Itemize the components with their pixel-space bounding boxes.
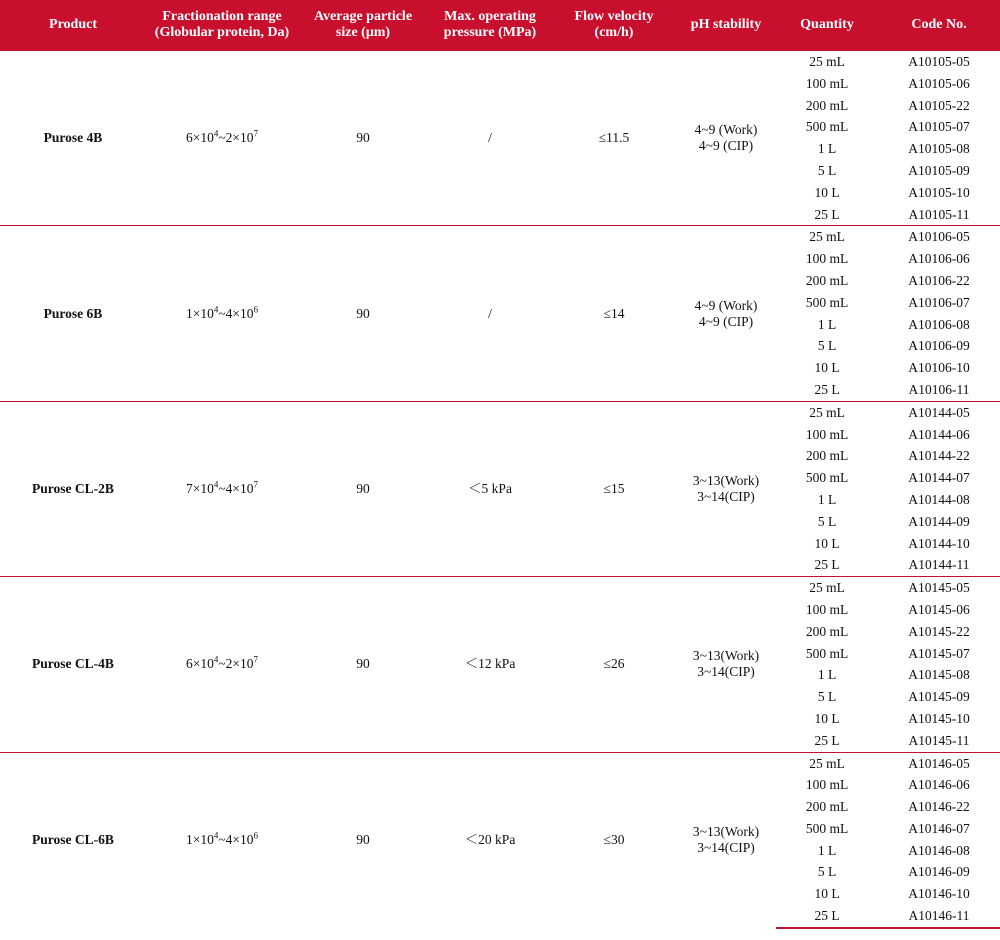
fraction-base-a: 1×10	[185, 832, 214, 848]
code-cell: A10106-05	[878, 226, 1000, 248]
code-cell: A10105-07	[908, 119, 970, 135]
quantity-cell: 10 L	[814, 535, 840, 551]
product-name: Purose 6B	[0, 226, 146, 401]
code-cell: A10106-07	[908, 294, 970, 310]
quantity-cell: 1 L	[817, 141, 837, 157]
ph-work: 4~9 (Work)	[694, 122, 758, 138]
particle-size: 90	[298, 401, 428, 576]
header-fractionation-line2: (Globular protein, Da)	[154, 25, 290, 40]
fraction-base-b: ~2×10	[218, 130, 254, 146]
max-pressure: ＜20 kPa	[428, 752, 552, 928]
code-cell: A10144-05	[878, 401, 1000, 423]
header-flow-line2: (cm/h)	[594, 25, 634, 40]
quantity-cell: 5 L	[817, 338, 837, 354]
ph-work: 3~13(Work)	[692, 648, 760, 664]
fraction-base-b: ~2×10	[218, 656, 254, 672]
header-row	[0, 0, 1000, 51]
particle-size: 90	[298, 752, 428, 928]
ph-work: 3~13(Work)	[692, 824, 760, 840]
code-cell: A10105-09	[908, 162, 970, 178]
flow-velocity: ≤11.5	[552, 51, 676, 226]
code-cell: A10145-06	[908, 601, 970, 617]
fraction-exp-a: 4	[213, 654, 219, 665]
particle-size: 90	[298, 226, 428, 401]
product-name: Purose CL-6B	[0, 752, 146, 928]
code-cell: A10145-09	[908, 689, 970, 705]
code-cell: A10146-09	[908, 864, 970, 880]
quantity-cell: 10 L	[814, 360, 840, 376]
ph-work: 4~9 (Work)	[694, 297, 758, 313]
code-cell: A10105-08	[908, 141, 970, 157]
code-cell: A10146-05	[878, 752, 1000, 774]
code-cell: A10106-06	[908, 251, 970, 267]
quantity-cell: 25 L	[776, 905, 878, 928]
fraction-base-a: 6×10	[185, 130, 214, 146]
ph-stability	[676, 752, 776, 928]
product-name: Purose 4B	[0, 51, 146, 226]
quantity-cell: 10 L	[814, 710, 840, 726]
fraction-exp-b: 6	[253, 830, 259, 841]
fraction-exp-a: 4	[213, 830, 219, 841]
header-particle-line1: Average particle	[313, 9, 413, 24]
code-cell: A10144-10	[908, 535, 970, 551]
quantity-cell: 25 L	[814, 381, 840, 397]
header-fractionation-range	[146, 0, 298, 51]
code-cell: A10146-06	[908, 777, 970, 793]
code-cell: A10106-11	[908, 381, 970, 397]
quantity-cell: 100 mL	[805, 251, 849, 267]
header-flow-velocity	[552, 0, 676, 51]
fractionation-range	[146, 752, 298, 928]
quantity-cell: 1 L	[817, 667, 837, 683]
max-pressure: /	[428, 51, 552, 226]
fraction-base-b: ~4×10	[218, 832, 254, 848]
quantity-cell: 200 mL	[805, 448, 849, 464]
code-cell: A10106-09	[908, 338, 970, 354]
flow-velocity: ≤26	[552, 577, 676, 752]
ph-work: 3~13(Work)	[692, 472, 760, 488]
header-ph-stability: pH stability	[676, 0, 776, 51]
code-cell: A10106-10	[908, 360, 970, 376]
flow-velocity: ≤15	[552, 401, 676, 576]
fractionation-range	[146, 577, 298, 752]
quantity-cell: 100 mL	[805, 777, 849, 793]
fraction-exp-a: 4	[213, 479, 219, 490]
code-cell: A10145-08	[908, 667, 970, 683]
fractionation-range	[146, 401, 298, 576]
quantity-cell: 100 mL	[805, 75, 849, 91]
product-name: Purose CL-4B	[0, 577, 146, 752]
quantity-cell: 500 mL	[805, 820, 849, 836]
quantity-cell: 10 L	[814, 184, 840, 200]
fraction-base-b: ~4×10	[218, 305, 254, 321]
quantity-cell: 25 mL	[776, 51, 878, 73]
code-cell: A10106-22	[908, 272, 970, 288]
code-cell: A10144-07	[908, 470, 970, 486]
quantity-cell: 100 mL	[805, 426, 849, 442]
code-cell: A10146-08	[908, 842, 970, 858]
ph-cip: 3~14(CIP)	[697, 488, 755, 504]
fraction-base-a: 6×10	[185, 656, 214, 672]
ph-stability	[676, 51, 776, 226]
header-code-no: Code No.	[878, 0, 1000, 51]
quantity-cell: 25 mL	[776, 577, 878, 599]
max-pressure: ＜12 kPa	[428, 577, 552, 752]
quantity-cell: 25 mL	[776, 752, 878, 774]
ph-stability	[676, 226, 776, 401]
code-cell: A10145-05	[878, 577, 1000, 599]
code-cell: A10146-07	[908, 820, 970, 836]
quantity-cell: 25 L	[814, 732, 840, 748]
quantity-cell: 200 mL	[805, 799, 849, 815]
quantity-cell: 25 L	[814, 557, 840, 573]
code-cell: A10105-10	[908, 184, 970, 200]
quantity-cell: 100 mL	[805, 601, 849, 617]
fraction-base-a: 7×10	[185, 481, 214, 497]
code-cell: A10105-06	[908, 75, 970, 91]
table-row	[0, 226, 1000, 248]
code-cell: A10106-08	[908, 316, 970, 332]
quantity-cell: 500 mL	[805, 294, 849, 310]
quantity-cell: 25 mL	[776, 401, 878, 423]
fraction-exp-b: 7	[253, 479, 259, 490]
quantity-cell: 10 L	[814, 886, 840, 902]
fraction-base-b: ~4×10	[218, 481, 254, 497]
code-cell: A10145-07	[908, 645, 970, 661]
code-cell: A10145-22	[908, 623, 970, 639]
header-flow-line1: Flow velocity	[574, 9, 654, 24]
fractionation-range	[146, 226, 298, 401]
ph-cip: 3~14(CIP)	[697, 840, 755, 856]
header-pressure-line2: pressure (MPa)	[443, 25, 537, 40]
fraction-exp-b: 6	[253, 304, 259, 315]
table-row	[0, 752, 1000, 774]
fractionation-range	[146, 51, 298, 226]
header-product: Product	[0, 0, 146, 51]
quantity-cell: 500 mL	[805, 645, 849, 661]
code-cell: A10144-22	[908, 448, 970, 464]
code-cell: A10144-06	[908, 426, 970, 442]
table-row	[0, 401, 1000, 423]
quantity-cell: 5 L	[817, 513, 837, 529]
quantity-cell: 1 L	[817, 842, 837, 858]
quantity-cell: 25 L	[814, 206, 840, 222]
quantity-cell: 1 L	[817, 491, 837, 507]
table-body	[0, 51, 1000, 928]
quantity-cell: 500 mL	[805, 119, 849, 135]
quantity-cell: 200 mL	[805, 97, 849, 113]
code-cell: A10105-22	[908, 97, 970, 113]
header-particle-line2: size (μm)	[335, 25, 391, 40]
table-row	[0, 51, 1000, 73]
particle-size: 90	[298, 577, 428, 752]
quantity-cell: 1 L	[817, 316, 837, 332]
ph-stability	[676, 577, 776, 752]
quantity-cell: 200 mL	[805, 272, 849, 288]
quantity-cell: 200 mL	[805, 623, 849, 639]
ph-cip: 4~9 (CIP)	[698, 313, 754, 329]
fraction-exp-b: 7	[253, 128, 259, 139]
max-pressure: ＜5 kPa	[428, 401, 552, 576]
code-cell: A10146-22	[908, 799, 970, 815]
header-pressure-line1: Max. operating	[444, 9, 536, 24]
ph-cip: 4~9 (CIP)	[698, 138, 754, 154]
code-cell: A10144-08	[908, 491, 970, 507]
fraction-base-a: 1×10	[185, 305, 214, 321]
code-cell: A10144-11	[908, 557, 970, 573]
max-pressure: /	[428, 226, 552, 401]
flow-velocity: ≤30	[552, 752, 676, 928]
product-name: Purose CL-2B	[0, 401, 146, 576]
ph-cip: 3~14(CIP)	[697, 664, 755, 680]
quantity-cell: 25 mL	[776, 226, 878, 248]
code-cell: A10145-11	[908, 732, 970, 748]
code-cell: A10105-11	[908, 206, 970, 222]
code-cell: A10146-10	[908, 886, 970, 902]
fraction-exp-b: 7	[253, 654, 259, 665]
quantity-cell: 5 L	[817, 162, 837, 178]
code-cell: A10146-11	[878, 905, 1000, 928]
quantity-cell: 5 L	[817, 689, 837, 705]
flow-velocity: ≤14	[552, 226, 676, 401]
code-cell: A10145-10	[908, 710, 970, 726]
particle-size: 90	[298, 51, 428, 226]
code-cell: A10105-05	[878, 51, 1000, 73]
header-particle-size	[298, 0, 428, 51]
fraction-exp-a: 4	[213, 304, 219, 315]
quantity-cell: 5 L	[817, 864, 837, 880]
header-fractionation-line1: Fractionation range	[162, 9, 282, 24]
header-max-pressure	[428, 0, 552, 51]
table-row	[0, 577, 1000, 599]
quantity-cell: 500 mL	[805, 470, 849, 486]
fraction-exp-a: 4	[213, 128, 219, 139]
code-cell: A10144-09	[908, 513, 970, 529]
ph-stability	[676, 401, 776, 576]
header-quantity: Quantity	[776, 0, 878, 51]
